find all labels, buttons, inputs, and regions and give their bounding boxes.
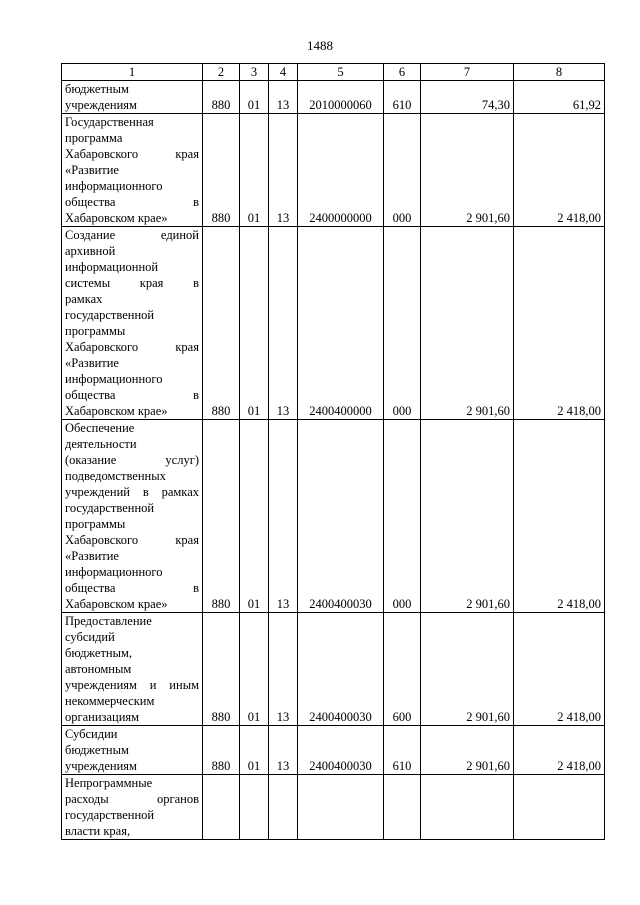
row-name-line: «Развитие [65, 549, 119, 563]
header-col-7: 7 [421, 64, 514, 81]
row-name-line: бюджетным [65, 82, 129, 96]
page-number: 1488 [307, 38, 333, 53]
row-name-line: бюджетным, [65, 646, 133, 660]
header-col-6: 6 [384, 64, 421, 81]
row-name-line: субсидий [65, 630, 115, 644]
header-col-5: 5 [298, 64, 384, 81]
table-row [62, 775, 605, 840]
row-name-line: общества в [65, 195, 199, 209]
row-target-article: 2400400030 [298, 726, 384, 775]
row-name-line: организациям [65, 710, 140, 724]
row-amount-1 [421, 775, 514, 840]
row-expense-type: 610 [384, 726, 421, 775]
row-name-cell [62, 420, 203, 613]
row-amount-2: 2 418,00 [514, 613, 605, 726]
row-name-line: власти края, [65, 824, 131, 838]
row-name-line: рамках [65, 292, 103, 306]
row-name-line: государственной [65, 501, 155, 515]
row-code-880: 880 [203, 613, 240, 726]
row-amount-1: 74,30 [421, 81, 514, 114]
row-section: 01 [240, 420, 269, 613]
header-row [62, 64, 605, 81]
row-code-880: 880 [203, 81, 240, 114]
row-name-cell [62, 613, 203, 726]
row-name-line: программа [65, 131, 123, 145]
row-name-line: общества в [65, 388, 199, 402]
row-name-line: Предоставление [65, 614, 152, 628]
row-amount-2 [514, 775, 605, 840]
row-name-line: автономным [65, 662, 132, 676]
row-name-line: Хабаровского края [65, 533, 199, 547]
row-code-880 [203, 775, 240, 840]
row-name-line: Хабаровском крае» [65, 404, 168, 418]
row-name-line: Хабаровском крае» [65, 211, 168, 225]
row-expense-type: 000 [384, 420, 421, 613]
row-section: 01 [240, 613, 269, 726]
row-amount-2: 2 418,00 [514, 420, 605, 613]
row-section: 01 [240, 81, 269, 114]
row-expense-type [384, 775, 421, 840]
row-amount-1: 2 901,60 [421, 114, 514, 227]
header-col-2: 2 [203, 64, 240, 81]
row-target-article: 2400400000 [298, 227, 384, 420]
row-subsection [269, 775, 298, 840]
row-name-line: Хабаровского края [65, 147, 199, 161]
row-name-line: подведомственных [65, 469, 166, 483]
row-code-880: 880 [203, 420, 240, 613]
row-section: 01 [240, 114, 269, 227]
row-target-article: 2010000060 [298, 81, 384, 114]
row-name-line: общества в [65, 581, 199, 595]
row-target-article: 2400400030 [298, 613, 384, 726]
row-name-line: государственной [65, 808, 155, 822]
row-name-line: информационного [65, 565, 163, 579]
header-col-4: 4 [269, 64, 298, 81]
row-name-line: «Развитие [65, 163, 119, 177]
row-name-line: Хабаровского края [65, 340, 199, 354]
row-name-line: «Развитие [65, 356, 119, 370]
row-code-880: 880 [203, 227, 240, 420]
row-target-article: 2400400030 [298, 420, 384, 613]
table-row [62, 613, 605, 726]
row-expense-type: 000 [384, 114, 421, 227]
row-name-line: учреждениям [65, 759, 137, 773]
header-col-1: 1 [62, 64, 203, 81]
row-amount-2: 2 418,00 [514, 227, 605, 420]
row-name-line: Создание единой [65, 228, 199, 242]
row-amount-1: 2 901,60 [421, 420, 514, 613]
row-amount-2: 2 418,00 [514, 726, 605, 775]
row-name-line: программы [65, 517, 126, 531]
row-expense-type: 000 [384, 227, 421, 420]
table-row [62, 420, 605, 613]
row-name-line: информационного [65, 179, 163, 193]
table-row [62, 726, 605, 775]
row-subsection: 13 [269, 227, 298, 420]
table-row [62, 114, 605, 227]
row-name-line: расходы органов [65, 792, 199, 806]
row-amount-1: 2 901,60 [421, 726, 514, 775]
row-section [240, 775, 269, 840]
row-name-line: некоммерческим [65, 694, 155, 708]
row-code-880: 880 [203, 114, 240, 227]
row-name-cell [62, 726, 203, 775]
row-name-cell [62, 114, 203, 227]
row-target-article: 2400000000 [298, 114, 384, 227]
row-subsection: 13 [269, 726, 298, 775]
row-target-article [298, 775, 384, 840]
table-row [62, 227, 605, 420]
row-amount-1: 2 901,60 [421, 613, 514, 726]
row-name-cell [62, 227, 203, 420]
row-code-880: 880 [203, 726, 240, 775]
row-name-line: Непрограммные [65, 776, 153, 790]
row-name-line: программы [65, 324, 126, 338]
header-col-3: 3 [240, 64, 269, 81]
header-col-8: 8 [514, 64, 605, 81]
row-expense-type: 600 [384, 613, 421, 726]
row-subsection: 13 [269, 420, 298, 613]
row-name-line: учреждениям и иным [65, 678, 199, 692]
row-name-cell [62, 81, 203, 114]
row-name-cell [62, 775, 203, 840]
row-name-line: архивной [65, 244, 116, 258]
table-row [62, 81, 605, 114]
row-subsection: 13 [269, 613, 298, 726]
row-section: 01 [240, 227, 269, 420]
row-subsection: 13 [269, 81, 298, 114]
row-name-line: деятельности [65, 437, 137, 451]
row-name-line: Обеспечение [65, 421, 135, 435]
row-name-line: учреждениям [65, 98, 137, 112]
row-name-line: Государственная [65, 115, 154, 129]
row-subsection: 13 [269, 114, 298, 227]
row-name-line: государственной [65, 308, 155, 322]
row-name-line: системы края в [65, 276, 199, 290]
row-name-line: учреждений в рамках [65, 485, 199, 499]
row-name-line: бюджетным [65, 743, 129, 757]
row-name-line: (оказание услуг) [65, 453, 199, 467]
row-name-line: Субсидии [65, 727, 118, 741]
row-amount-2: 2 418,00 [514, 114, 605, 227]
budget-table [61, 63, 605, 840]
row-expense-type: 610 [384, 81, 421, 114]
row-amount-1: 2 901,60 [421, 227, 514, 420]
row-name-line: информационной [65, 260, 159, 274]
row-amount-2: 61,92 [514, 81, 605, 114]
row-name-line: Хабаровском крае» [65, 597, 168, 611]
row-section: 01 [240, 726, 269, 775]
row-name-line: информационного [65, 372, 163, 386]
